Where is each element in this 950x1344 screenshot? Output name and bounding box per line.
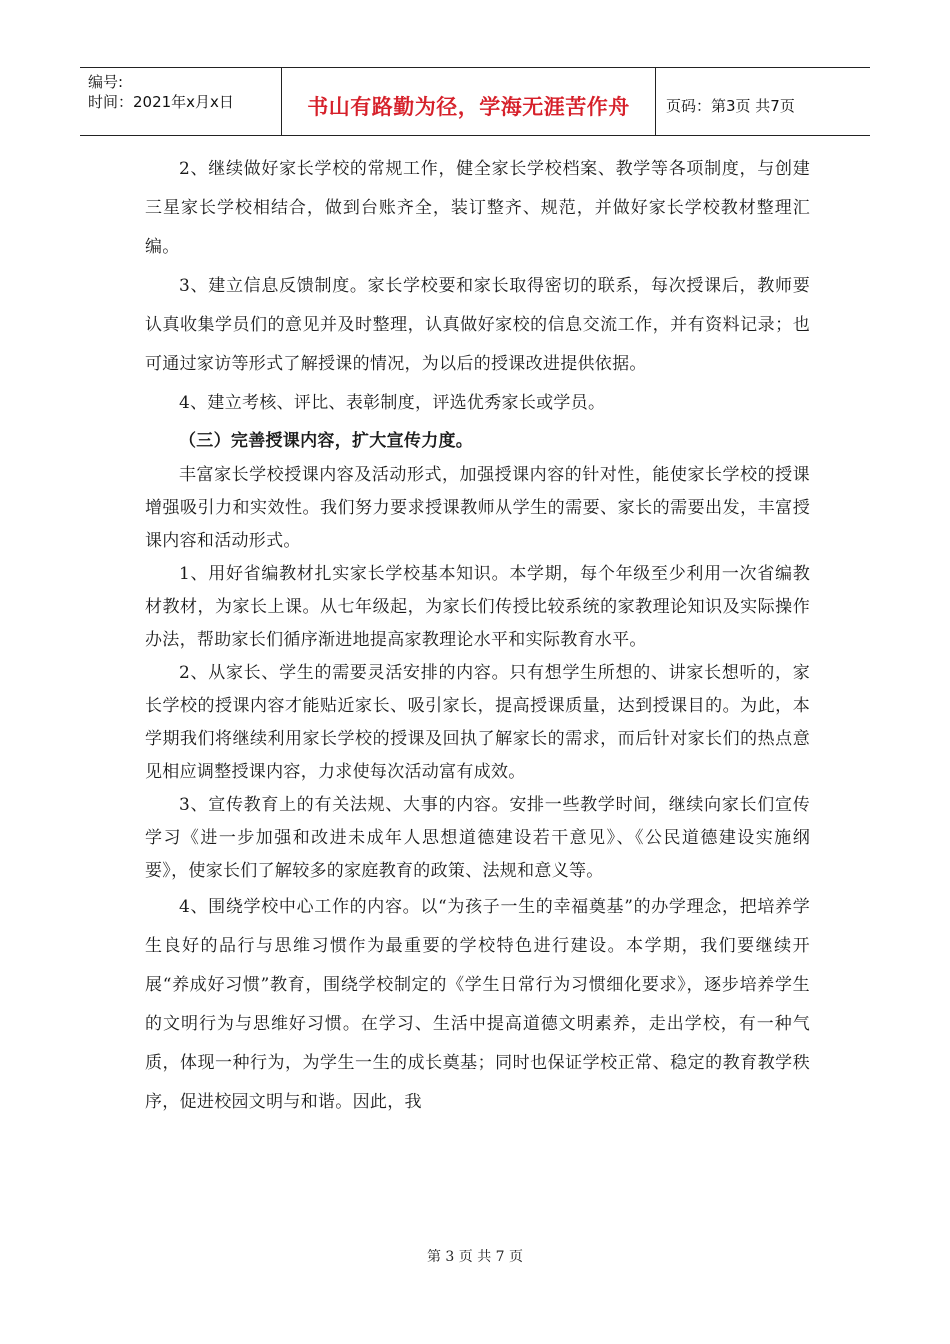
header-motto: 书山有路勤为径，学海无涯苦作舟: [307, 94, 630, 119]
header-page-info-cell: [656, 68, 870, 135]
section-heading: （三）完善授课内容，扩大宣传力度。: [179, 431, 474, 451]
paragraph: 丰富家长学校授课内容及活动形式，加强授课内容的针对性，能使家长学校的授课增强吸引力和实效性。我们努力要求授课教师从学生的需要、家长的需要出发，丰富授课内容和活动形式。: [145, 465, 810, 551]
document-number-label: 编号:: [88, 73, 124, 91]
paragraph: 2、从家长、学生的需要灵活安排的内容。只有想学生所想的、讲家长想听的，家长学校的授课内容才能贴近家长、吸引家长，提高授课质量，达到授课目的。为此，本学期我们将继续利用家长学校的授课及回执了解家长的需求，而后针对家长们的热点意见相应调整授课内容，力求使每次活动富有成效。: [145, 663, 810, 782]
header-page-info: 页码：第3页 共7页: [666, 97, 795, 115]
header-motto-cell: [282, 68, 656, 135]
paragraph: 2、继续做好家长学校的常规工作，健全家长学校档案、教学等各项制度，与创建三星家长学校相结合，做到台账齐全，装订整齐、规范，并做好家长学校教材整理汇编。: [145, 159, 810, 257]
document-date: 时间：2021年x月x日: [88, 93, 234, 111]
document-body: [145, 150, 810, 1122]
paragraph: 4、建立考核、评比、表彰制度，评选优秀家长或学员。: [179, 393, 606, 413]
document-header: [80, 67, 870, 136]
header-meta: [80, 68, 282, 135]
paragraph: 4、围绕学校中心工作的内容。以“为孩子一生的幸福奠基”的办学理念，把培养学生良好的品行与思维习惯作为最重要的学校特色进行建设。本学期，我们要继续开展“养成好习惯”教育，围绕学校制定的《学生日常行为习惯细化要求》，逐步培养学生的文明行为与思维好习惯。在学习、生活中提高道德文明素养，走出学校，有一种气质，体现一种行为，为学生一生的成长奠基；同时也保证学校正常、稳定的教育教学秩序，促进校园文明与和谐。因此，我: [145, 897, 810, 1112]
paragraph: 3、宣传教育上的有关法规、大事的内容。安排一些教学时间，继续向家长们宣传学习《进一步加强和改进未成年人思想道德建设若干意见》、《公民道德建设实施纲要》，使家长们了解较多的家庭教育的政策、法规和意义等。: [145, 795, 810, 881]
paragraph: 1、用好省编教材扎实家长学校基本知识。本学期，每个年级至少利用一次省编教材教材，为家长上课。从七年级起，为家长们传授比较系统的家教理论知识及实际操作办法，帮助家长们循序渐进地提高家教理论水平和实际教育水平。: [145, 564, 810, 650]
paragraph: 3、建立信息反馈制度。家长学校要和家长取得密切的联系，每次授课后，教师要认真收集学员们的意见并及时整理，认真做好家校的信息交流工作，并有资料记录；也可通过家访等形式了解授课的情况，为以后的授课改进提供依据。: [145, 276, 810, 374]
page-footer: 第 3 页 共 7 页: [426, 1249, 524, 1265]
